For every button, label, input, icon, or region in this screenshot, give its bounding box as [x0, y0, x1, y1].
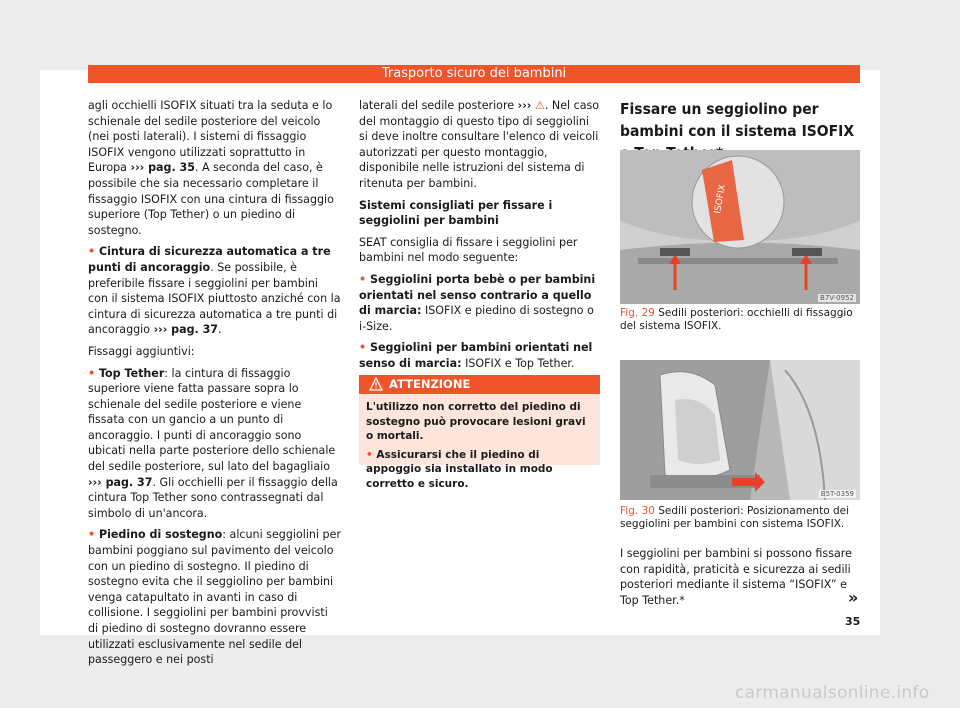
figure-code: B5T-0359 [820, 490, 854, 498]
watermark: carmanualsonline.info [735, 683, 930, 703]
column-1 [88, 98, 341, 674]
bullet-icon: • [88, 366, 99, 380]
page-reference-link[interactable]: ››› pag. 37 [153, 323, 219, 337]
paragraph: laterali del sedile posteriore ››› ⚠. Nel caso del montaggio di questo tipo di seggiolini si deve inoltre consultare l'elenco di veicoli autorizzati per questo montaggio, disponibile nelle istruzioni del sistema di ritenuta per bambini. [359, 99, 600, 190]
figure-code: B7V-0952 [820, 294, 854, 302]
warning-triangle-icon [369, 377, 383, 391]
section-title: Fissare un seggiolino per bambini con il sistema ISOFIX [620, 100, 855, 140]
warning-body [359, 394, 600, 491]
continue-arrow-icon: » [848, 588, 859, 607]
bullet-item: • Seggiolini porta bebè o per bambini orientati nel senso contrario a quello di marcia: ISOFIX e piedino di sostegno o i-Size. [359, 272, 596, 333]
warning-header [359, 375, 600, 394]
bullet-icon: • [359, 341, 370, 355]
child-seat-illustration [620, 360, 860, 500]
figure-number: Fig. 29 [620, 307, 655, 319]
paragraph: Fissaggi aggiuntivi: [88, 344, 195, 358]
figure-isofix-seat [620, 360, 860, 500]
paragraph: agli occhielli ISOFIX situati tra la seduta e lo schienale del sedile posteriore del veicolo (nei posti laterali). I sistemi di fissaggio ISOFIX vengono utilizzati soprattutto in Europa ››› pag. 35. A seconda del caso, è possibile che sia necessario completare il fissaggio ISOFIX con una cintura di fissaggio superiore (Top Tether) o un piedino di sostegno. [88, 99, 334, 237]
seat-isofix-illustration [620, 150, 860, 304]
figure-number: Fig. 30 [620, 505, 655, 517]
bullet-item: • Cintura di sicurezza automatica a tre punti di ancoraggio. Se possibile, è preferibile fissare i seggiolini per bambini con il sistema ISOFIX piuttosto anziché con la cintura di sicurezza automatica a tre punti di ancoraggio ››› pag. 37. [88, 245, 341, 337]
chapter-header: Trasporto sicuro dei bambini [88, 65, 860, 83]
bullet-item: • Seggiolini per bambini orientati nel senso di marcia: ISOFIX e Top Tether. [359, 341, 593, 370]
paragraph: SEAT consiglia di fissare i seggiolini per bambini nel modo seguente: [359, 235, 578, 265]
figure-caption: Fig. 30 Sedili posteriori: Posizionamento dei seggiolini per bambini con sistema ISOFIX. [620, 505, 850, 530]
bullet-item: • Top Tether: la cintura di fissaggio superiore viene fatta passare sopra lo schienale del sedile posteriore e viene fissata con un gancio a un punto di ancoraggio. I punti di ancoraggio sono ubicati nella parte posteriore dello schienale del sedile posteriore, sul lato del bagagliaio ››› pag. 37. Gli occhielli per il fissaggio della cintura Top Tether sono contrassegnati dal simbolo di un'ancora. [88, 366, 338, 520]
bullet-item: • Piedino di sostegno: alcuni seggiolini per bambini poggiano sul pavimento del veicolo con un piedino di sostegno. Il piedino di sostegno evita che il seggiolino per bambini venga catapultato in avanti in caso di collisione. I seggiolini per bambini provvisti di piedino di sostegno dovranno essere utilizzati esclusivamente nel sedile del passeggero e nei posti [88, 528, 341, 667]
warning-bullet: • Assicurarsi che il piedino di appoggio sia installato in modo corretto e sicuro. [366, 448, 553, 490]
column-2 [359, 98, 600, 378]
figure-caption: Fig. 29 Sedili posteriori: occhielli di fissaggio del sistema ISOFIX. [620, 307, 853, 332]
warning-triangle-icon: ⚠ [534, 99, 545, 112]
figure-isofix-anchors [620, 150, 860, 304]
page-number: 35 [845, 615, 861, 628]
warning-box [359, 375, 600, 490]
subheading: Sistemi consigliati per fissare i seggiolini per bambini [359, 198, 553, 228]
bullet-icon: • [366, 448, 377, 461]
warning-title: ATTENZIONE [389, 377, 471, 391]
page-reference-link[interactable]: ››› pag. 37 [88, 475, 153, 489]
page-reference-link[interactable]: ››› [517, 99, 532, 112]
bullet-icon: • [88, 245, 99, 259]
bullet-icon: • [88, 528, 99, 542]
isofix-tag-label: ISOFIX [713, 183, 729, 215]
page-reference-link[interactable]: ››› pag. 35 [130, 161, 195, 175]
paragraph: I seggiolini per bambini si possono fissare con rapidità, praticità e sicurezza ai sedili posteriori mediante il sistema “ISOFIX” e Top Tether.* [620, 547, 852, 607]
warning-text: L'utilizzo non corretto del piedino di sostegno può provocare lesioni gravi o mortali. [366, 401, 586, 442]
bullet-icon: • [359, 272, 370, 286]
